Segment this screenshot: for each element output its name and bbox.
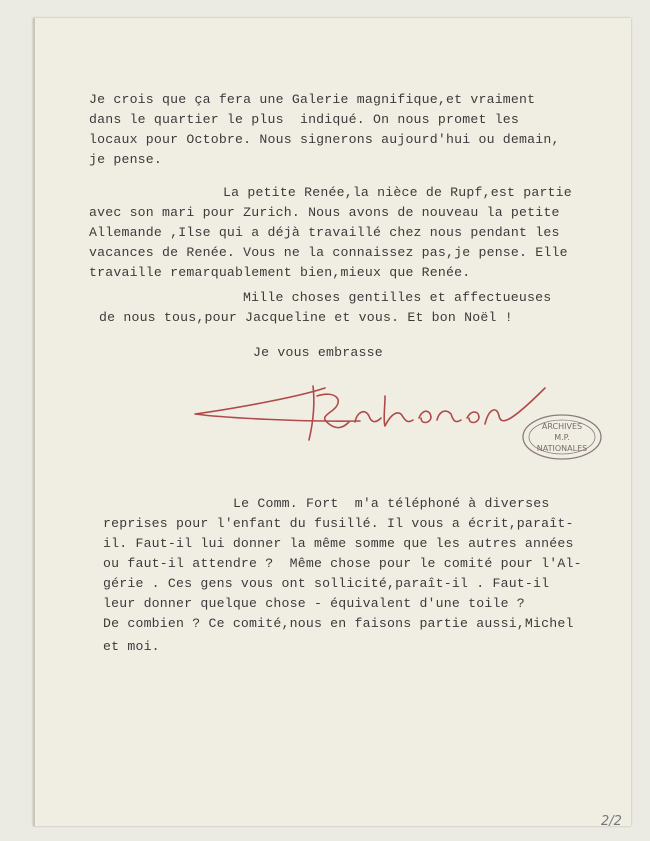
- page-fold-edge: [33, 18, 35, 826]
- paragraph2-line-4: vacances de Renée. Vous ne la connaissez pas,je pense. Elle: [89, 245, 568, 260]
- paragraph1-line-4: je pense.: [89, 152, 163, 167]
- paragraph1-line-2: dans le quartier le plus indiqué. On nous promet les: [89, 112, 520, 127]
- paragraph2-line-1: La petite Renée,la nièce de Rupf,est partie: [223, 185, 572, 200]
- postscript-line-3: il. Faut-il lui donner la même somme que les autres années: [103, 536, 574, 551]
- postscript-line-6: leur donner quelque chose - équivalent d'une toile ?: [103, 596, 525, 611]
- paragraph3-line-1: Mille choses gentilles et affectueuses: [243, 290, 552, 305]
- postscript-line-5: gérie . Ces gens vous ont sollicité,paraît-il . Faut-il: [103, 576, 550, 591]
- closing-line: Je vous embrasse: [253, 345, 383, 360]
- postscript-line-1: Le Comm. Fort m'a téléphoné à diverses: [233, 496, 550, 511]
- postscript-line-2: reprises pour l'enfant du fusillé. Il vous a écrit,paraît-: [103, 516, 574, 531]
- postscript-line-7: De combien ? Ce comité,nous en faisons partie aussi,Michel: [103, 616, 574, 631]
- stamp-line-2: M.P.: [554, 433, 570, 442]
- paragraph3-line-2: de nous tous,pour Jacqueline et vous. Et bon Noël !: [99, 310, 513, 325]
- paragraph2-line-2: avec son mari pour Zurich. Nous avons de nouveau la petite: [89, 205, 560, 220]
- archives-stamp: [520, 410, 604, 464]
- paragraph2-line-5: travaille remarquablement bien,mieux que Renée.: [89, 265, 471, 280]
- postscript-line-4: ou faut-il attendre ? Même chose pour le comité pour l'Al-: [103, 556, 582, 571]
- paragraph2-line-3: Allemande ,Ilse qui a déjà travaillé chez nous pendant les: [89, 225, 560, 240]
- paragraph1-line-1: Je crois que ça fera une Galerie magnifique,et vraiment: [89, 92, 536, 107]
- paragraph1-line-3: locaux pour Octobre. Nous signerons aujourd'hui ou demain,: [89, 132, 560, 147]
- postscript-line-8: et moi.: [103, 639, 160, 654]
- stamp-line-1: ARCHIVES: [541, 422, 583, 431]
- stamp-line-3: NATIONALES: [536, 444, 588, 453]
- handwritten-signature: [185, 368, 565, 478]
- page-number: 2/2: [601, 814, 622, 829]
